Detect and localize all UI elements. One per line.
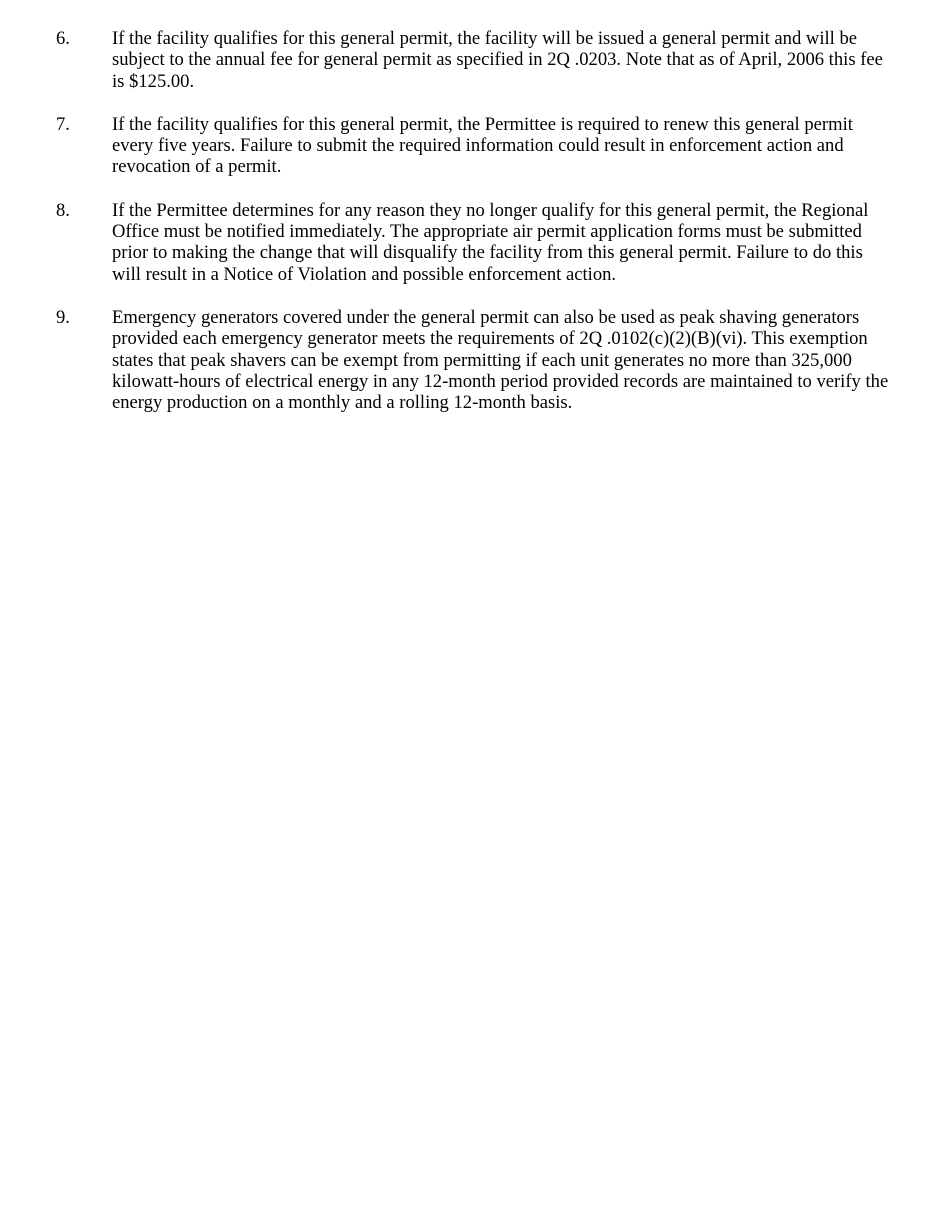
list-item xyxy=(56,114,896,178)
list-item xyxy=(56,200,896,285)
list-item-text: If the facility qualifies for this general permit, the Permittee is required to renew this general permit every five years. Failure to submit the required information could result in enforcement action and revocation of a permit. xyxy=(112,113,853,178)
numbered-conditions-list xyxy=(56,28,896,435)
list-item-text: If the Permittee determines for any reason they no longer qualify for this general permit, the Regional Office must be notified immediately. The appropriate air permit application forms must be submitted prior to making the change that will disqualify the facility from this general permit. Failure to do this will result in a Notice of Violation and possible enforcement action. xyxy=(112,199,869,285)
list-item-number: 7. xyxy=(56,113,70,135)
list-item-number: 9. xyxy=(56,306,70,328)
list-item-number: 6. xyxy=(56,28,70,49)
list-item-text: If the facility qualifies for this general permit, the facility will be issued a general permit and will be subject to the annual fee for general permit as specified in 2Q .0203. Note that as of April, 2006 this fee is $125.00. xyxy=(112,28,883,92)
list-item-text: Emergency generators covered under the general permit can also be used as peak shaving generators provided each emergency generator meets the requirements of 2Q .0102(c)(2)(B)(vi). This exemption states that peak shavers can be exempt from permitting if each unit generates no more than 325,000 kilowatt-hours of electrical energy in any 12-month period provided records are maintained to verify the energy production on a monthly and a rolling 12-month basis. xyxy=(112,306,889,414)
list-item-number: 8. xyxy=(56,199,70,221)
list-item xyxy=(56,307,896,413)
list-item xyxy=(56,28,896,92)
